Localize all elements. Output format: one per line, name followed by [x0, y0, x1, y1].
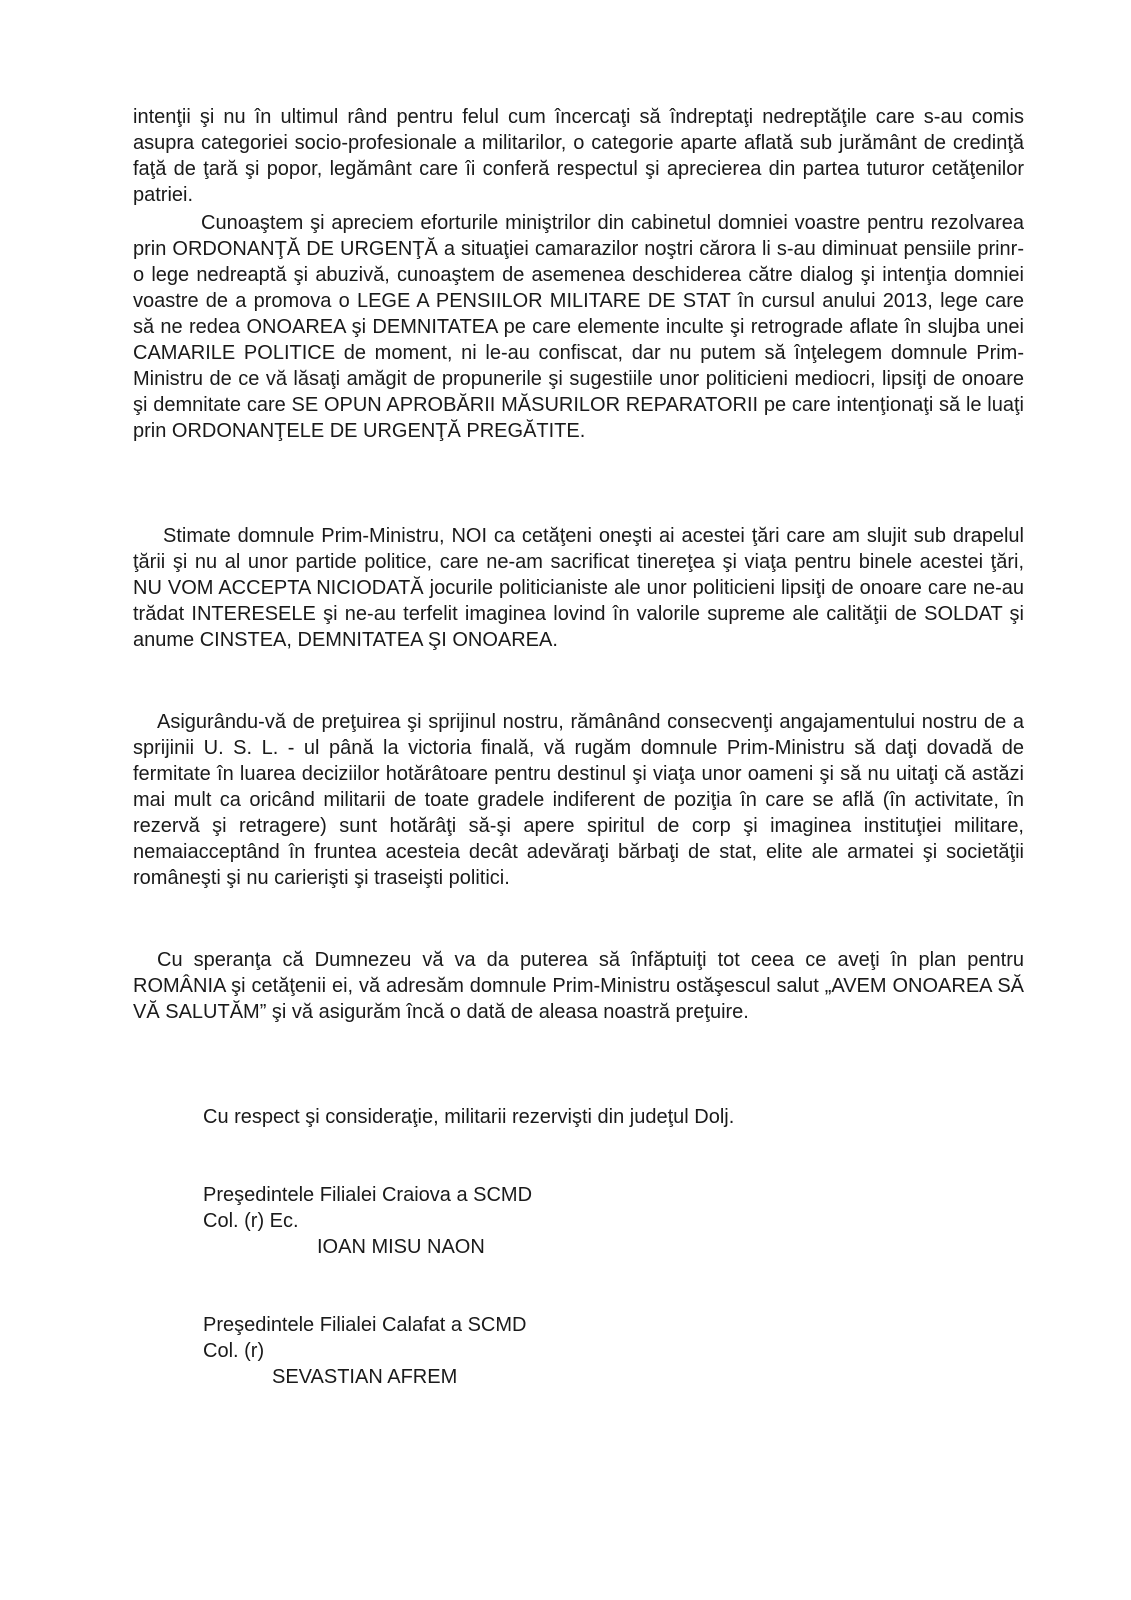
signatory-name: SEVASTIAN AFREM — [272, 1366, 458, 1388]
closing-line: Cu respect şi consideraţie, militarii rezervişti din judeţul Dolj. — [203, 1106, 735, 1128]
signatory-title: Preşedintele Filialei Craiova a SCMD — [203, 1184, 533, 1206]
paragraph-appeal: Stimate domnule Prim-Ministru, NOI ca cetăţeni oneşti ai acestei ţări care am slujit sub drapelul ţării şi nu al unor partide politice, care ne-am sacrificat tinereţea şi viaţa pentru binele acestei ţări, NU VOM ACCEPTA NICIODATĂ jocurile politicianiste ale unor politicieni lipsiţi de onoare care ne-au trădat INTERESELE şi ne-au terfelit imaginea lovind în valorile supreme ale calităţii de SOLDAT şi anume CINSTEA, DEMNITATEA ŞI ONOAREA. — [133, 525, 1024, 651]
paragraph-support: Asigurându-vă de preţuirea şi sprijinul nostru, rămânând consecvenţi angajamentului nostru de a sprijinii U. S. L. - ul până la victoria finală, vă rugăm domnule Prim-Ministru să daţi dovadă de fermitate în luarea deciziilor hotărâtoare pentru destinul şi viaţa unor oameni şi să nu uitaţi că astăzi mai mult ca oricând militarii de toate gradele indiferent de poziţia în care se află (în activitate, în rezervă şi retragere) sunt hotărâţi să-şi apere spiritul de corp şi imaginea instituţiei militare, nemaiacceptând în fruntea acesteia decât adevăraţi bărbaţi de stat, elite ale armatei şi societăţii româneşti şi nu carierişti şi traseişti politici. — [133, 711, 1024, 889]
paragraph-intro-continuation: intenţii şi nu în ultimul rând pentru felul cum încercaţi să îndreptaţi nedreptăţile care s-au comis asupra categoriei socio-profesionale a militarilor, o categorie aparte aflată sub jurământ de credinţă faţă de ţară şi popor, legământ care îi conferă respectul şi aprecierea din partea tuturor cetăţenilor patriei. — [133, 106, 1024, 206]
paragraph-ordinance: Cunoaştem şi apreciem eforturile miniştrilor din cabinetul domniei voastre pentru rezolvarea prin ORDONANŢĂ DE URGENŢĂ a situaţiei camarazilor noştri cărora li s-au diminuat pensiile prinr-o lege nedreaptă şi abuzivă, cunoaştem de asemenea deschiderea către dialog şi intenţia domniei voastre de a promova o LEGE A PENSIILOR MILITARE DE STAT în cursul anului 2013, lege care să ne redea ONOAREA şi DEMNITATEA pe care elemente inculte şi retrograde aflate în slujba unei CAMARILE POLITICE de moment, ni le-au confiscat, dar nu putem să înţelegem domnule Prim-Ministru de ce vă lăsaţi amăgit de propunerile şi sugestiile unor politicieni mediocri, lipsiţi de onoare şi demnitate care SE OPUN APROBĂRII MĂSURILOR REPARATORII pe care intenţionaţi să le luaţi prin ORDONANŢELE DE URGENŢĂ PREGĂTITE. — [133, 212, 1024, 442]
signatory-rank: Col. (r) Ec. — [203, 1210, 299, 1232]
signatory-name: IOAN MISU NAON — [317, 1236, 485, 1258]
paragraph-salute: Cu speranţa că Dumnezeu vă va da puterea să înfăptuiţi tot ceea ce aveţi în plan pentru ROMÂNIA şi cetăţenii ei, vă adresăm domnule Prim-Ministru ostăşescul salut „AVEM ONOAREA SĂ VĂ SALUTĂM” şi vă asigurăm încă o dată de aleasa noastră preţuire. — [133, 949, 1024, 1023]
signatory-rank: Col. (r) — [203, 1340, 265, 1362]
signatory-title: Preşedintele Filialei Calafat a SCMD — [203, 1314, 527, 1336]
